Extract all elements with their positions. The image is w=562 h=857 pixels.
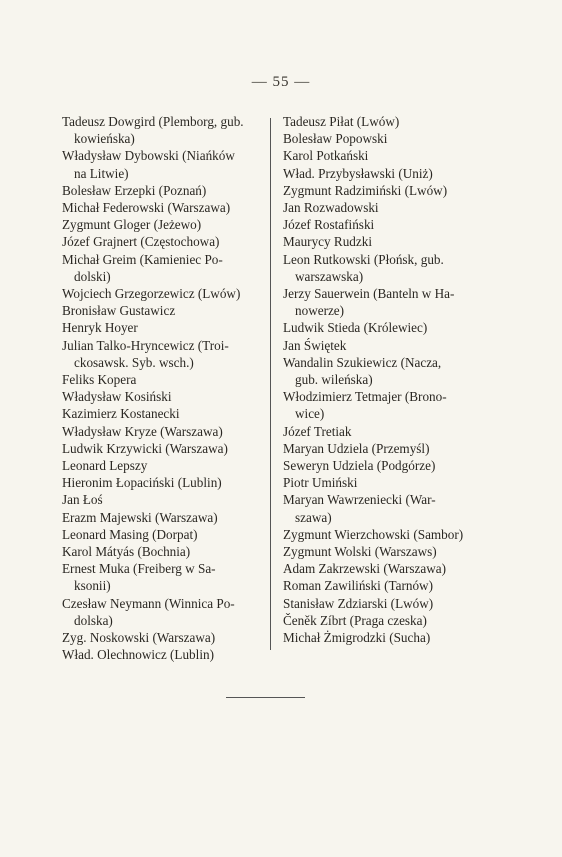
name-entry-line: Zygmunt Wierzchowski (Sambor): [283, 526, 464, 542]
name-entry-line: Ludwik Krzywicki (Warszawa): [62, 440, 228, 456]
entry-continuation-line: warszawska): [295, 268, 364, 284]
entry-continuation-line: ckosawsk. Syb. wsch.): [74, 354, 194, 370]
name-entry-line: Włodzimierz Tetmajer (Brono-: [283, 389, 447, 405]
name-entry-line: Wład. Przybysławski (Uniż): [283, 165, 433, 181]
entry-continuation-line: dolski): [74, 268, 111, 284]
name-entry-line: Zyg. Noskowski (Warszawa): [62, 630, 216, 646]
name-entry-line: Tadeusz Dowgird (Plemborg, gub.: [62, 114, 244, 129]
entry-continuation-line: gub. wileńska): [295, 372, 373, 388]
bottom-rule: [226, 697, 305, 698]
entry-continuation-line: dolska): [74, 612, 113, 628]
entry-continuation-line: kowieńska): [74, 131, 135, 147]
name-entry-line: Adam Zakrzewski (Warszawa): [283, 561, 446, 577]
name-entry-line: Bolesław Popowski: [283, 131, 388, 147]
name-entry-line: Jan Świętek: [283, 337, 347, 353]
name-entry-line: Ludwik Stieda (Królewiec): [283, 320, 428, 336]
name-entry-line: Leonard Lepszy: [62, 458, 148, 474]
entry-continuation-line: ksonii): [74, 578, 111, 594]
name-entry-line: Roman Zawiliński (Tarnów): [283, 578, 433, 594]
name-entry-line: Wojciech Grzegorzewicz (Lwów): [62, 286, 241, 302]
left-name-column: [62, 113, 260, 664]
name-entry-line: Piotr Umiński: [283, 475, 358, 491]
name-entry-line: Leonard Masing (Dorpat): [62, 526, 198, 542]
name-entry-line: Władysław Kryze (Warszawa): [62, 423, 223, 439]
name-entry-line: Jan Rozwadowski: [283, 200, 379, 216]
name-entry-line: Michał Żmigrodzki (Sucha): [283, 630, 431, 646]
name-entry-line: Karol Mátyás (Bochnia): [62, 544, 191, 560]
name-entry-line: Čeněk Zíbrt (Praga czeska): [283, 612, 427, 628]
name-entry-line: Jerzy Sauerwein (Banteln w Ha-: [283, 286, 455, 302]
name-entry-line: Wład. Olechnowicz (Lublin): [62, 647, 214, 663]
name-entry-line: Julian Talko-Hryncewicz (Troi-: [62, 337, 229, 353]
name-entry-line: Maurycy Rudzki: [283, 234, 372, 250]
name-entry-line: Michał Greim (Kamieniec Po-: [62, 251, 223, 267]
name-entry-line: Zygmunt Radzimiński (Lwów): [283, 182, 448, 198]
page-number: — 55 —: [251, 74, 311, 90]
right-name-column: [283, 113, 475, 646]
column-divider: [270, 118, 271, 650]
name-entry-line: Józef Grajnert (Częstochowa): [62, 234, 220, 250]
name-entry-line: Zygmunt Gloger (Jeżewo): [62, 217, 202, 233]
name-entry-line: Hieronim Łopaciński (Lublin): [62, 475, 222, 491]
name-entry-line: Władysław Dybowski (Niańków: [62, 148, 235, 164]
name-entry-line: Feliks Kopera: [62, 372, 137, 388]
entry-continuation-line: na Litwie): [74, 165, 129, 181]
name-entry-line: Jan Łoś: [62, 492, 103, 508]
name-entry-line: Erazm Majewski (Warszawa): [62, 509, 218, 525]
name-entry-line: Wandalin Szukiewicz (Nacza,: [283, 354, 442, 370]
name-entry-line: Henryk Hoyer: [62, 320, 138, 336]
name-entry-line: Seweryn Udziela (Podgórze): [283, 458, 436, 474]
entry-continuation-line: nowerze): [295, 303, 345, 319]
name-entry-line: Czesław Neymann (Winnica Po-: [62, 595, 235, 611]
name-entry-line: Michał Federowski (Warszawa): [62, 200, 231, 216]
name-entry-line: Józef Rostafiński: [283, 217, 375, 233]
name-entry-line: Bolesław Erzepki (Poznań): [62, 182, 207, 198]
name-entry-line: Leon Rutkowski (Płońsk, gub.: [283, 251, 444, 267]
name-entry-line: Maryan Wawrzeniecki (War-: [283, 492, 436, 508]
name-entry-line: Józef Tretiak: [283, 423, 352, 439]
name-entry-line: Ernest Muka (Freiberg w Sa-: [62, 561, 216, 577]
name-entry-line: Władysław Kosiński: [62, 389, 172, 405]
name-entry-line: Kazimierz Kostanecki: [62, 406, 180, 422]
name-entry-line: Maryan Udziela (Przemyśl): [283, 440, 430, 456]
name-entry-line: Zygmunt Wolski (Warszaws): [283, 544, 437, 560]
entry-continuation-line: szawa): [295, 509, 332, 525]
entry-continuation-line: wice): [295, 406, 325, 422]
name-entry-line: Karol Potkański: [283, 148, 369, 164]
name-entry-line: Tadeusz Piłat (Lwów): [283, 114, 400, 129]
name-entry-line: Bronisław Gustawicz: [62, 303, 176, 319]
name-entry-line: Stanisław Zdziarski (Lwów): [283, 595, 434, 611]
